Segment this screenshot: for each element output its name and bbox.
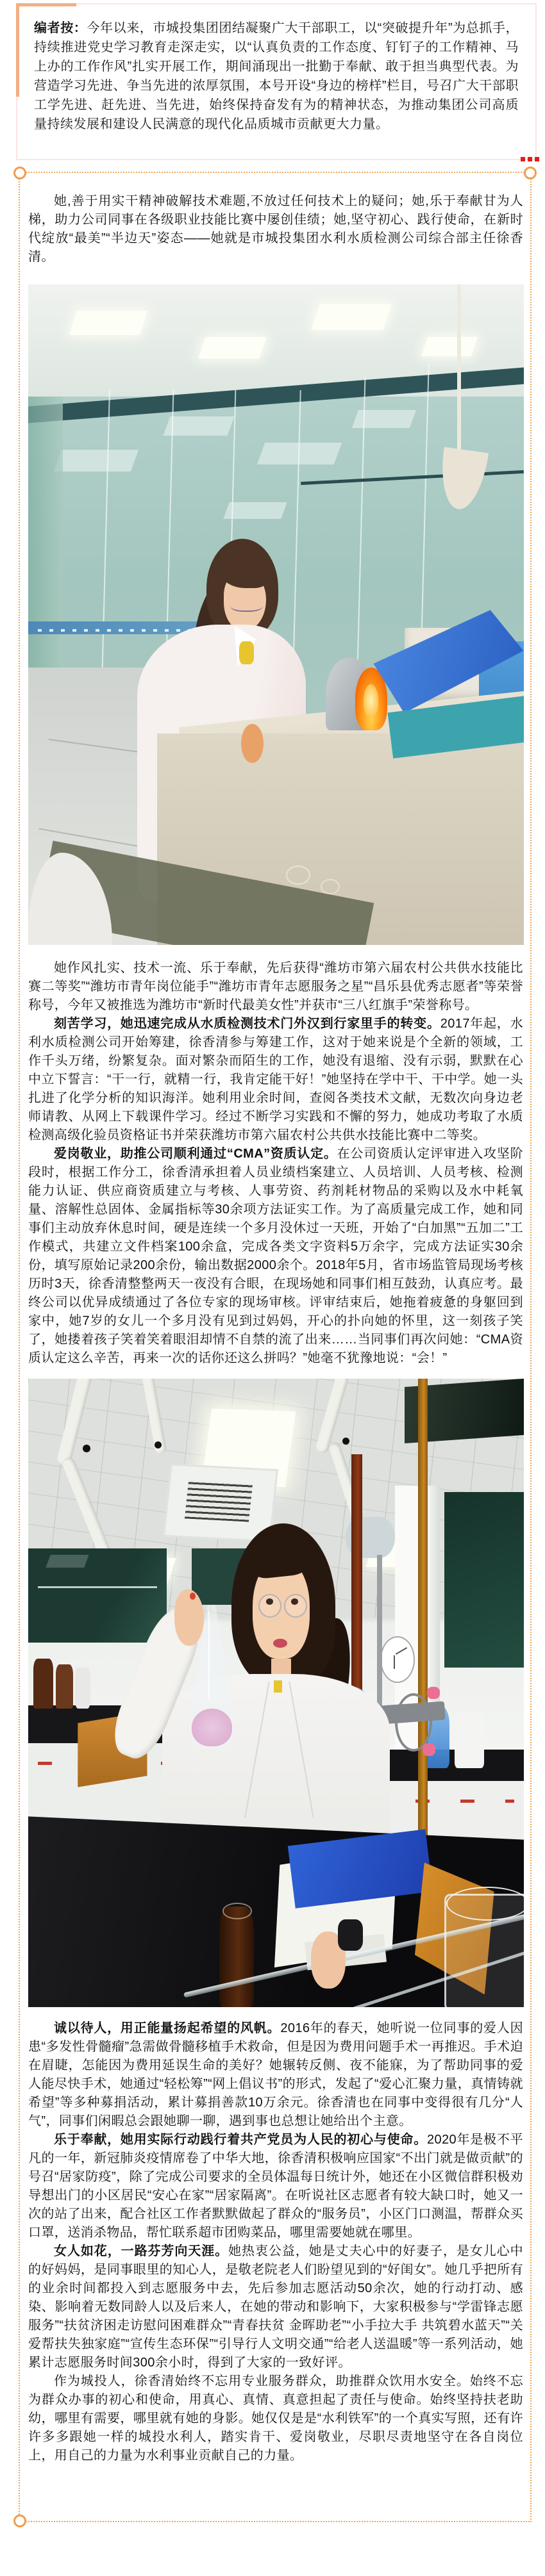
glass-reflection bbox=[164, 416, 235, 436]
arm-joint bbox=[83, 1445, 90, 1452]
woman-glasses-right-lens bbox=[284, 1594, 307, 1618]
red-square-icon bbox=[521, 157, 525, 161]
editor-note-label: 编者按： bbox=[34, 21, 87, 35]
beaker-rim bbox=[446, 1887, 524, 1921]
paragraph bbox=[28, 1015, 523, 1145]
paragraph bbox=[28, 2242, 523, 2372]
ac-vent-slats bbox=[185, 1481, 253, 1522]
intro-paragraph: 她,善于用实干精神破解技术难题,不放过任何技术上的疑问；她,乐于奉献甘为人梯，助力公司同事在各级职业技能比赛中屡创佳绩；她,坚守初心、践行使命，在新时代绽放“最美”“半边天”姿态——她就是市城投集团水利水质检测公司综合部主任徐香清。 bbox=[28, 194, 523, 264]
white-jerrycan bbox=[455, 1712, 484, 1768]
light-panel bbox=[312, 304, 392, 330]
paragraph-text: 她热衷公益，她是丈夫心中的好妻子，是女儿心中的好妈妈，是同事眼里的知心人，是敬老院老人们盼望见到的“好闺女”。她几乎把所有的业余时间都投入到志愿服务中去，先后参加志愿活动50余次，她的行动打动、感染、影响着无数同龄人以及后来人，在她的带动和影响下，大家积极参与“学雷锋志愿服务”“扶贫济困走访慰问困难群众”“青春扶贫 金晖助老”“小手拉大手 共筑碧水蓝天”“关爱帮扶失独家庭”“宣传生态环保”“引导行人文明交通”“给老人送温暖”等一系列活动，她累计志愿服务时间300余小时，得到了大家的一致好评。 bbox=[28, 2244, 523, 2370]
glass-reflection bbox=[46, 1555, 88, 1568]
paragraph-lead: 爱岗敬业，助推公司顺利通过“CMA”资质认定。 bbox=[54, 1147, 337, 1161]
paragraph-text: 在公司资质认定评审进入攻坚阶段时，根据工作分工，徐香清承担着人员业绩档案建立、人员培训、人员考核、检测能力认证、供应商资质建立与考核、人事劳资、药剂耗材物品的采购以及水中耗氧量、溶解性总固体、金属指标等30余项方法证实工作。为了高质量完成工作，她和同事们主动放弃休息时间，硬是连续一个多月没休过一天班，开始了“白加黑”“五加二”工作模式，共建立文件档案100余盒，完成各类文字资料5万余字，完成方法证实30余份，填写原始记录200余份，输出数据2000余个。2018年5月，省市场监管局现场考核历时3天，徐香清整整两天一夜没有合眼，在现场她和同事们相互鼓劲，认真应考。最终公司以优异成绩通过了各位专家的现场审核。评审结束后，她拖着疲惫的身躯回到家中，她7岁的女儿一个多月没有见到过妈妈，开心的扑向她的怀里，这一刻孩子笑了，她搂着孩子笑着笑着眼泪却情不自禁的流了出来……当同事们再次问她：“CMA资质认定这么辛苦，再来一次的话你还这么拼吗？”她毫不犹豫地说：“会！” bbox=[28, 1147, 523, 1365]
reagent-bottle bbox=[33, 1659, 53, 1709]
burette-stopcock bbox=[338, 1919, 363, 1951]
paragraph bbox=[28, 2019, 523, 2131]
white-bottle bbox=[75, 1668, 90, 1709]
paragraph-text: 2016年的春天，她听说一位同事的爱人因患“多发性骨髓瘤”急需做骨髓移植手术救命，但是因为费用问题手术一再推迟。手术迫在眉睫，怎能因为费用延误生命的美好？她辗转反侧、夜不能寐，为了帮助同事的爱人能尽快手术，她通过“轻松筹”“网上倡议书”的形式，发起了“爱心汇聚力量，真情铸就希望”等多种募捐活动，累计募捐善款10万余元。徐香清也在同事中变得很有几分“人气”，同事们闲暇总会跟她聊一聊，遇到事也总想让她给出个主意。 bbox=[28, 2021, 523, 2128]
frame-corner-circle-top-left bbox=[13, 167, 26, 179]
article-body-2 bbox=[28, 2019, 523, 2521]
light-panel bbox=[198, 337, 266, 359]
yellow-shirt-glimpse bbox=[239, 641, 254, 664]
extraction-hood bbox=[435, 447, 488, 512]
brown-bottle bbox=[219, 1907, 254, 2007]
paragraph-lead: 刻苦学习，她迅速完成从水质检测技术门外汉到行家里手的转变。 bbox=[54, 1017, 440, 1031]
clamp-grip-pink bbox=[423, 1743, 435, 1756]
red-squares-decoration bbox=[521, 157, 539, 161]
glass-seam bbox=[421, 364, 430, 641]
paragraph bbox=[28, 959, 523, 1015]
editor-note-box bbox=[16, 3, 537, 160]
paragraph-lead: 女人如花，一路芬芳向天涯。 bbox=[54, 2244, 229, 2258]
clamp-grip-pink bbox=[427, 1687, 440, 1700]
reagent-bottle bbox=[56, 1664, 74, 1709]
photo-lab-instrument bbox=[28, 284, 524, 945]
paragraph bbox=[28, 1145, 523, 1368]
window-rail bbox=[38, 1586, 157, 1588]
flask-pink-liquid bbox=[192, 1709, 232, 1746]
extraction-arm bbox=[457, 284, 461, 456]
red-square-icon bbox=[535, 157, 539, 161]
glass-reflection bbox=[54, 450, 138, 472]
corner-accent-top bbox=[16, 3, 76, 6]
photo-flask-inspection bbox=[28, 1379, 524, 2007]
instrument-ring-mark bbox=[321, 879, 340, 894]
editor-note-body: 今年以来，市城投集团团结凝聚广大干部职工，以“突破提升年”为总抓手，持续推进党史学习教育走深走实，以“认真负责的工作态度、钉钉子的工作精神、马上办的工作作风”扎实开展工作，期间涌现出一批勤于奉献、敢于担当典型代表。为营造学习先进、争当先进的浓厚氛围，本号开设“身边的榜样”栏目，号召广大干部职工学先进、赶先进、当先进，始终保持奋发有为的精神状态，为推动集团公司高质量持续发展和建设人民满意的现代化品质城市贡献更大力量。 bbox=[34, 21, 519, 131]
light-panel bbox=[422, 337, 478, 356]
burette-amber bbox=[418, 1379, 428, 1907]
wall-clock bbox=[380, 1636, 415, 1683]
window-mullion bbox=[301, 470, 524, 485]
brown-bottle-rim bbox=[222, 1903, 252, 1919]
red-square-icon bbox=[528, 157, 532, 161]
paragraph bbox=[28, 2131, 523, 2242]
paragraph-text: 2020年是极不平凡的一年，新冠肺炎疫情席卷了中华大地，徐香清积极响应国家“不出门就是做贡献”的号召“居家防疫”，除了完成公司要求的全员体温每日统计外，她还在小区微信群积极劝导想出门的小区居民“安心在家”“居家隔离”。在听说社区志愿者有较大缺口时，她又一次的站了出来，配合社区工作者默默做起了群众的“服务员”，小区门口测温，帮群众买口罩，送消杀物品，帮忙联系超市团购菜品，哪里需要她就在哪里。 bbox=[28, 2133, 523, 2240]
paragraph-lead: 诚以待人，用正能量扬起希望的风帆。 bbox=[54, 2021, 281, 2035]
paragraph-text: 她作风扎实、技术一流、乐于奉献，先后获得“潍坊市第六届农村公共供水技能比赛二等奖”“潍坊市青年岗位能手”“潍坊市青年志愿服务之星”“昌乐县优秀志愿者”等荣誉称号，今年又被推选为潍坊市“新时代最美女性”并获市“三八红旗手”荣誉称号。 bbox=[28, 961, 523, 1012]
paragraph-lead: 乐于奉献，她用实际行动践行着共产党员为人民的初心与使命。 bbox=[54, 2133, 427, 2147]
yellow-shirt-glimpse bbox=[274, 1680, 281, 1693]
woman-glasses-left-lens bbox=[258, 1594, 281, 1618]
paragraph-text: 2017年起，水利水质检测公司开始筹建，徐香清参与筹建工作，这对于她来说是个全新的领域，工作千头万绪，纷繁复杂。面对繁杂而陌生的工作，她没有退缩、没有示弱，默默在心中立下誓言：“干一行，就精一行，我肯定能干好！”她坚持在学中干、干中学。她一头扎进了化学分析的知识海洋。她利用业余时间，查阅各类技术文献，无数次向身边老师请教、从网上下载课件学习。经过不断学习实践和不懈的努力，她成功考取了水质检测高级化验员资格证书并荣获潍坊市第六届农村公共供水技能比赛中二等奖。 bbox=[28, 1017, 523, 1142]
editor-note-text bbox=[34, 19, 519, 134]
paragraph-text: 作为城投人，徐香清始终不忘用专业服务群众，助推群众饮用水安全。始终不忘为群众办事的初心和使命，用真心、真情、真意担起了责任与使命。始终坚持扶老助幼，哪里有需要，哪里就有她的身影。她仅仅是是“水利铁军”的一个真实写照，还有许许多多跟她一样的城投水利人，踏实肯干、爱岗敬业，尽职尽责地坚守在各自岗位上，用自己的力量为水利事业贡献自己的力量。 bbox=[28, 2374, 523, 2463]
woman-eye bbox=[266, 1598, 273, 1605]
dark-window-right bbox=[444, 1492, 524, 1668]
glass-reflection bbox=[352, 410, 416, 428]
paragraph bbox=[28, 2372, 523, 2465]
article-frame bbox=[19, 172, 532, 2522]
corner-accent-left bbox=[16, 3, 19, 97]
clock-hand bbox=[394, 1655, 395, 1669]
frame-corner-circle-bottom-left bbox=[13, 2514, 26, 2527]
flame-core bbox=[364, 684, 378, 718]
woman-glasses bbox=[230, 598, 263, 612]
woman-lips bbox=[273, 1639, 287, 1648]
flask-highlight bbox=[208, 1611, 210, 1699]
woman-eye bbox=[291, 1598, 298, 1605]
frame-corner-circle-top-right bbox=[524, 167, 537, 179]
article-body-1 bbox=[28, 959, 523, 1374]
light-panel bbox=[69, 311, 147, 335]
